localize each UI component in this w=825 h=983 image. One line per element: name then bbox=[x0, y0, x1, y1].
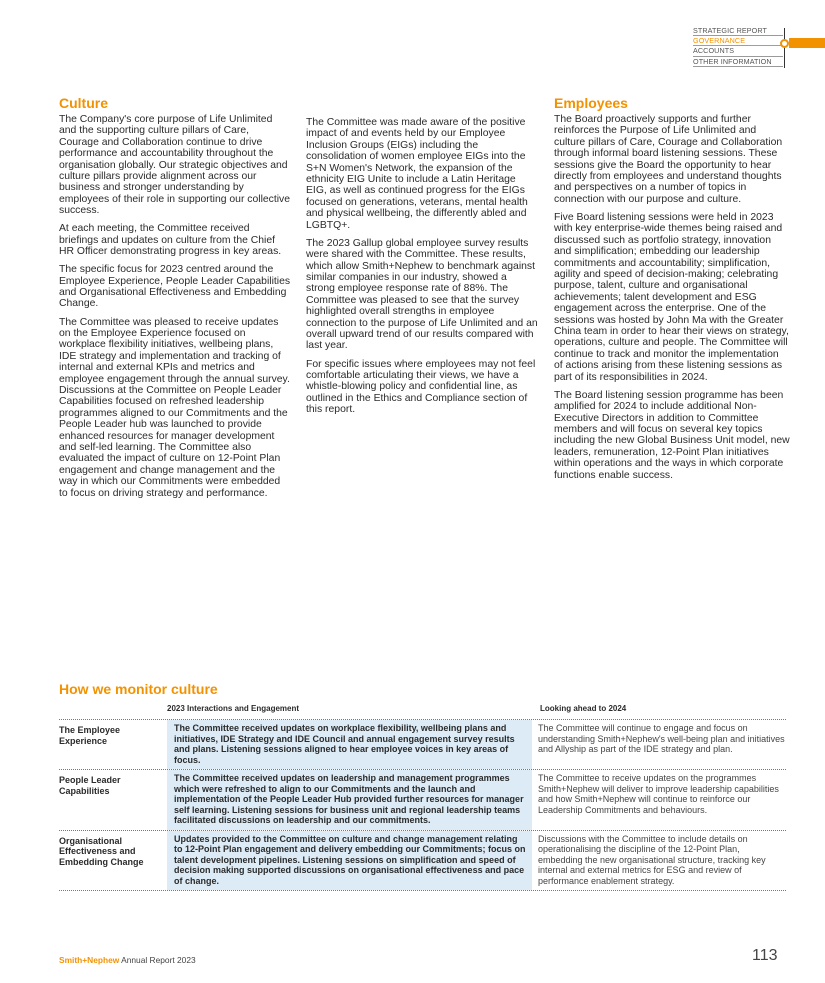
culture-paragraph: For specific issues where employees may not feel comfortable articulating their views, we have a whistle-blowing policy and confidential line, as outlined in the Ethics and Compliance section of this report. bbox=[306, 358, 536, 416]
culture-paragraph: At each meeting, the Committee received briefings and updates on culture from the Chief HR Officer demonstrating progress in key areas. bbox=[59, 223, 282, 258]
culture-column-1 bbox=[59, 95, 291, 506]
footer-brand bbox=[59, 955, 196, 965]
row-2023-cell: Updates provided to the Committee on culture and change management relating to 12-Point Plan engagement and delivery embedding our Commitments; focus on talent development pipelines. Listening sessions on simplification and speed of decision making supported discussions on organisational effectiveness and pace of change. bbox=[167, 831, 532, 891]
culture-heading: Culture bbox=[59, 95, 108, 111]
culture-column-2 bbox=[306, 117, 538, 422]
culture-paragraph: The Company's core purpose of Life Unlimited and the supporting culture pillars of Care, Courage and Collaboration continue to drive performance and accountability throughout the organisation globally. Our strategic objectives and culture pillars provide alignment across our business and stronger understanding by employees of their role in supporting our collective success. bbox=[59, 114, 291, 217]
culture-paragraph: The specific focus for 2023 centred around the Employee Experience, People Leader Capabilities and Organisational Effectiveness and Embedding Change. bbox=[59, 264, 291, 310]
employees-heading: Employees bbox=[554, 95, 628, 111]
nav-strategic-report[interactable]: STRATEGIC REPORT bbox=[693, 26, 783, 36]
employees-column bbox=[554, 95, 790, 488]
row-2024-cell: The Committee will continue to engage and focus on understanding Smith+Nephew's well-being plan and initiatives and Allyship as part of the IDE strategy and plan. bbox=[538, 723, 785, 754]
brand-name: Smith+Nephew bbox=[59, 955, 120, 965]
row-2023-cell: The Committee received updates on workplace flexibility, wellbeing plans and initiatives, IDE Strategy and IDE Council and annual engagement survey results and plans. Listening sessions aligned to hear employee voices in key areas of focus. bbox=[167, 720, 532, 769]
monitor-heading: How we monitor culture bbox=[59, 681, 218, 697]
row-label: People Leader Capabilities bbox=[59, 775, 121, 796]
nav-governance[interactable]: GOVERNANCE bbox=[693, 36, 783, 46]
culture-paragraph: The Committee was pleased to receive updates on the Employee Experience focused on workplace flexibility initiatives, wellbeing plans, IDE strategy and implementation and tracking of internal and external KPIs and metrics and employee engagement through the annual survey. Discussions at the Committee on People Leader Capabilities focused on refreshed leadership programmes aligned to our Commitments and the People Leader hub was launched to provide enhanced resources for manager development and self-led learning. The Committee also evaluated the impact of culture on 12-Point Plan engagement and change management and the way in which our Commitments were embedded to focus on driving strategy and performance. bbox=[59, 316, 290, 499]
row-2023-cell: The Committee received updates on leadership and management programmes which were refreshed to align to our Commitments and the launch and implementation of the People Leader Hub provided further resources for manager self learning. Listening sessions for business unit and regional leadership teams facilitated discussions on leadership and our commitments. bbox=[167, 770, 532, 830]
nav-marker-line bbox=[784, 28, 785, 68]
employees-paragraph: Five Board listening sessions were held in 2023 with key enterprise-wide themes being raised and discussed such as portfolio strategy, innovation and simplification; embedding our leadership commitments and accountability; simplification, agility and speed of decision-making; celebrating purpose, talent, culture and organisational achievements; talent development and ESG engagement across the enterprise. One of the sessions was hosted by John Ma with the Greater China team in order to hear their views on strategy, operations, culture and people. The Committee will continue to track and monitor the implementation of actions arising from these listening sessions as part of its responsibilities in 2024. bbox=[554, 211, 789, 383]
table-row bbox=[59, 830, 786, 892]
nav-active-tab-bar bbox=[789, 38, 825, 48]
table-row bbox=[59, 769, 786, 830]
nav-accounts[interactable]: ACCOUNTS bbox=[693, 46, 783, 56]
page-number: 113 bbox=[752, 947, 778, 964]
table-header-2024: Looking ahead to 2024 bbox=[540, 704, 627, 713]
culture-paragraph: The Committee was made aware of the positive impact of and events held by our Employee Inclusion Groups (EIGs) including the consolidation of women employee EIGs into the S+N Women's Network, the expansion of the ethnicity EIG Unite to include a Latin Heritage EIG, as well as continued progress for the EIGs focused on generations, veterans, mental health and physical wellbeing, the differently abled and LGBTQ+. bbox=[306, 117, 528, 231]
employees-paragraph: The Board proactively supports and further reinforces the Purpose of Life Unlimited and culture pillars of Care, Courage and Collaboration through informal board listening sessions. These sessions give the Board the opportunity to hear directly from employees and understand thoughts and perspectives on a number of topics in connection with our purpose and culture. bbox=[554, 114, 783, 205]
row-label: Organisational Effectiveness and Embedding Change bbox=[59, 835, 144, 867]
table-row bbox=[59, 719, 786, 769]
monitor-table bbox=[59, 719, 786, 891]
table-header-2023: 2023 Interactions and Engagement bbox=[167, 704, 300, 713]
nav-other-information[interactable]: OTHER INFORMATION bbox=[693, 57, 783, 67]
row-2024-cell: Discussions with the Committee to include details on operationalising the discipline of the 12-Point Plan, embedding the new organisational structure, tracking key internal and external metrics for ESG and review of performance enablement strategy. bbox=[538, 833, 766, 886]
row-2024-cell: The Committee to receive updates on the programmes Smith+Nephew will deliver to improve leadership capabilities and how Smith+Nephew will continue to reinforce our Leadership Commitments and behaviours. bbox=[538, 773, 779, 815]
report-name: Annual Report 2023 bbox=[121, 955, 196, 965]
employees-paragraph: The Board listening session programme has been amplified for 2024 to include additional Non-Executive Directors in addition to Committee members and will focus on several key topics including the new Global Business Unit model, new leaders, remuneration, 12-Point Plan initiatives within operations and the ways in which corporate functions enable success. bbox=[554, 389, 790, 481]
culture-paragraph: The 2023 Gallup global employee survey results were shared with the Committee. These results, which allow Smith+Nephew to benchmark against similar companies in our industry, showed a strong employee response rate of 88%. The Committee was pleased to see that the survey highlighted overall strengths in employee connection to the purpose of Life Unlimited and an overall upward trend of our results compared with last year. bbox=[306, 237, 538, 352]
row-label: The Employee Experience bbox=[59, 725, 121, 746]
nav-active-marker-icon bbox=[780, 39, 789, 48]
section-nav bbox=[693, 26, 783, 67]
